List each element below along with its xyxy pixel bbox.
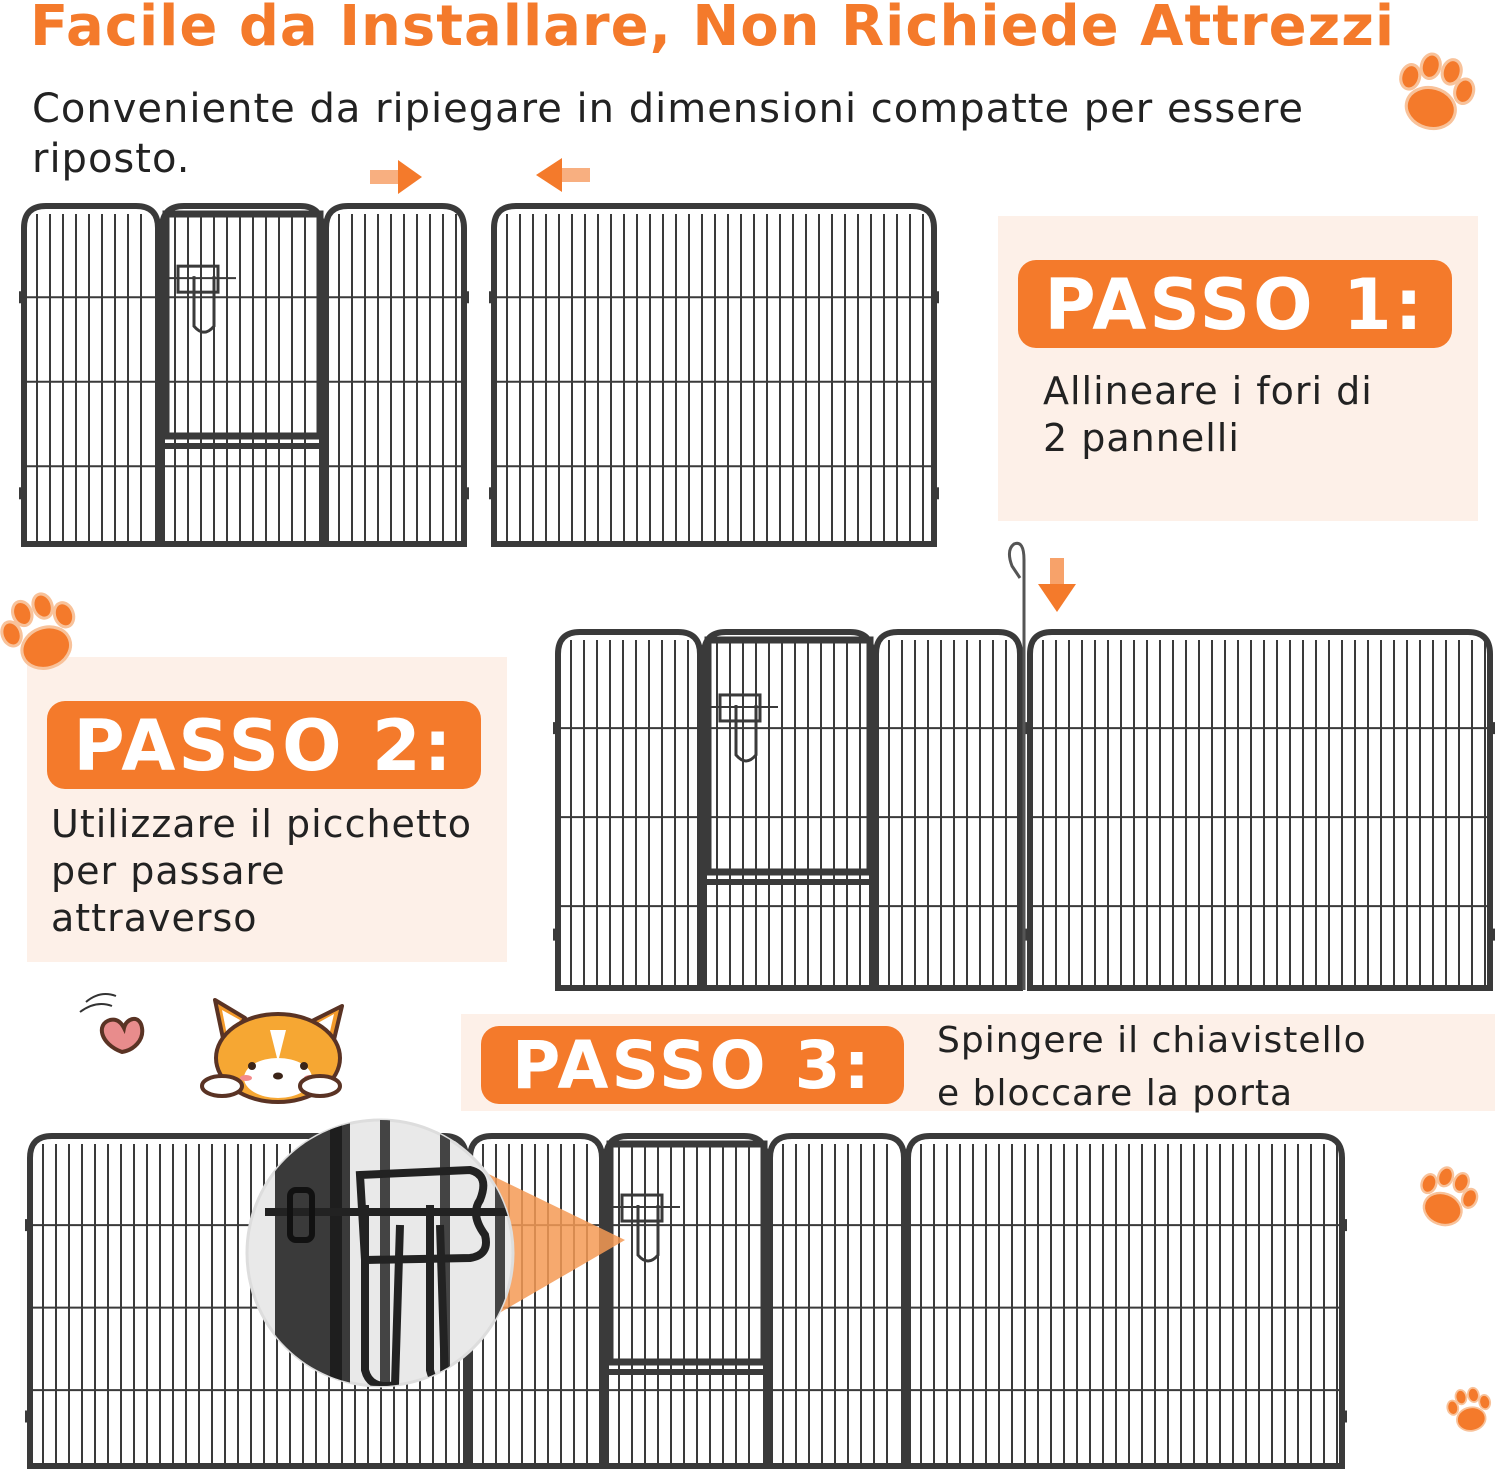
step3-text-line1: Spingere il chiavistello bbox=[937, 1020, 1367, 1061]
arrow-down-icon bbox=[1038, 558, 1076, 612]
step3-text-line2: e bloccare la porta bbox=[937, 1073, 1294, 1114]
step2-badge: PASSO 2: bbox=[47, 701, 481, 789]
fence-door bbox=[160, 214, 326, 446]
fence-door-panel bbox=[699, 632, 877, 988]
arrow-icon bbox=[370, 158, 590, 194]
step2-text-line3: attraverso bbox=[51, 896, 258, 940]
page-title: Facile da Installare, Non Richiede Attrezzi bbox=[30, 0, 1396, 59]
fence-door bbox=[604, 1144, 770, 1372]
page-subtitle: Conveniente da ripiegare in dimensioni compatte per essere riposto. bbox=[32, 86, 1305, 182]
paw-icon bbox=[1445, 1385, 1495, 1434]
step1-badge: PASSO 1: bbox=[1018, 260, 1452, 348]
fence-panel-large bbox=[489, 206, 939, 544]
fence-panel bbox=[321, 206, 469, 544]
paw-icon bbox=[1390, 47, 1481, 137]
fence-door-panel bbox=[157, 206, 327, 544]
fence-panel-large bbox=[1025, 632, 1495, 988]
fence-panels bbox=[19, 206, 1495, 1466]
paw-icon bbox=[0, 585, 88, 679]
fence-panel bbox=[19, 206, 163, 544]
fence-panel bbox=[871, 632, 1025, 988]
step1-text-line1: Allineare i fori di bbox=[1043, 369, 1373, 413]
step2-text-line2: per passare bbox=[51, 849, 286, 893]
fence-panel-large bbox=[903, 1136, 1347, 1466]
step3-badge: PASSO 3: bbox=[481, 1026, 904, 1104]
fence-door bbox=[702, 640, 876, 882]
corgi-icon bbox=[202, 1000, 342, 1102]
fence-panel bbox=[765, 1136, 909, 1466]
fence-panel bbox=[553, 632, 705, 988]
step1-text-line2: 2 pannelli bbox=[1043, 416, 1240, 460]
paw-icon bbox=[1410, 1161, 1483, 1234]
fence-door-panel bbox=[601, 1136, 771, 1466]
step2-text-line1: Utilizzare il picchetto bbox=[51, 802, 472, 846]
heart-icon bbox=[80, 994, 142, 1052]
